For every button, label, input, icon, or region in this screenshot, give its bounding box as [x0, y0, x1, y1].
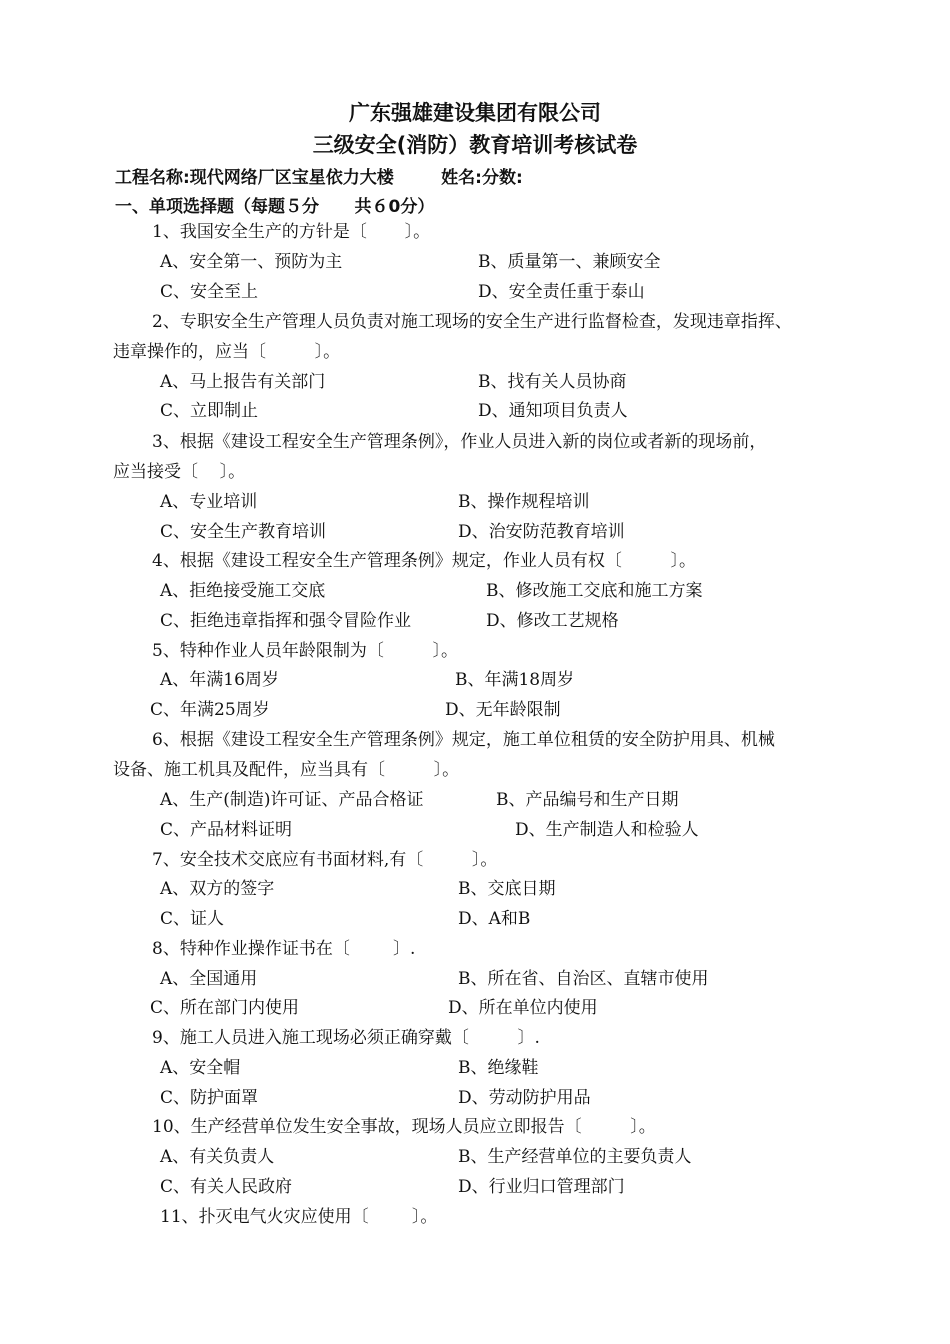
answer-option: A、全国通用	[160, 969, 258, 989]
question-text: 1、我国安全生产的方针是〔 〕。	[152, 222, 431, 242]
question-text: 应当接受〔 〕。	[113, 462, 246, 482]
company-name: 广东强雄建设集团有限公司	[349, 101, 601, 125]
answer-option: D、行业归口管理部门	[458, 1177, 625, 1197]
answer-option: C、产品材料证明	[160, 820, 293, 840]
question-text: 11、扑灭电气火灾应使用〔 〕。	[160, 1207, 438, 1227]
answer-option: B、找有关人员协商	[478, 372, 627, 392]
question-text: 8、特种作业操作证书在〔 〕.	[152, 939, 416, 959]
answer-option: B、修改施工交底和施工方案	[486, 581, 703, 601]
answer-option: D、治安防范教育培训	[458, 522, 625, 542]
answer-option: A、安全第一、预防为主	[160, 252, 343, 272]
answer-option: A、拒绝接受施工交底	[160, 581, 326, 601]
answer-option: B、年满18周岁	[455, 670, 575, 690]
answer-option: D、安全责任重于泰山	[478, 282, 645, 302]
answer-option: D、劳动防护用品	[458, 1088, 591, 1108]
question-text: 4、根据《建设工程安全生产管理条例》规定，作业人员有权〔 〕。	[152, 551, 696, 571]
answer-option: A、专业培训	[160, 492, 258, 512]
answer-option: C、安全生产教育培训	[160, 522, 327, 542]
answer-option: B、生产经营单位的主要负责人	[458, 1147, 692, 1167]
question-text: 3、根据《建设工程安全生产管理条例》，作业人员进入新的岗位或者新的现场前，	[152, 432, 767, 452]
answer-option: A、年满16周岁	[160, 670, 279, 690]
section-title: 一、单项选择题（每题５分 共６0分）	[115, 197, 435, 217]
question-text: 2、专职安全生产管理人员负责对施工现场的安全生产进行监督检查，发现违章指挥、	[152, 312, 792, 332]
answer-option: A、双方的签字	[160, 879, 275, 899]
answer-option: B、产品编号和生产日期	[496, 790, 679, 810]
answer-option: C、所在部门内使用	[150, 998, 300, 1018]
answer-option: D、所在单位内使用	[448, 998, 598, 1018]
answer-option: D、通知项目负责人	[478, 401, 628, 421]
question-text: 违章操作的，应当〔 〕。	[113, 342, 341, 362]
answer-option: C、年满25周岁	[150, 700, 270, 720]
answer-option: B、操作规程培训	[458, 492, 590, 512]
question-text: 6、根据《建设工程安全生产管理条例》规定，施工单位租赁的安全防护用具、机械	[152, 730, 775, 750]
answer-option: D、A和B	[458, 909, 531, 929]
question-text: 9、施工人员进入施工现场必须正确穿戴〔 〕.	[152, 1028, 540, 1048]
answer-option: A、生产(制造)许可证、产品合格证	[160, 790, 424, 810]
answer-option: C、安全至上	[160, 282, 259, 302]
answer-option: B、交底日期	[458, 879, 556, 899]
answer-option: C、拒绝违章指挥和强令冒险作业	[160, 611, 412, 631]
answer-option: D、修改工艺规格	[486, 611, 619, 631]
answer-option: C、立即制止	[160, 401, 259, 421]
exam-title: 三级安全(消防）教育培训考核试卷	[312, 133, 638, 157]
answer-option: C、有关人民政府	[160, 1177, 293, 1197]
answer-option: A、有关负责人	[160, 1147, 275, 1167]
project-info-line: 工程名称:现代网络厂区宝星依力大楼 姓名:分数:	[115, 168, 523, 188]
answer-option: C、防护面罩	[160, 1088, 259, 1108]
answer-option: B、所在省、自治区、直辖市使用	[458, 969, 709, 989]
answer-option: D、生产制造人和检验人	[515, 820, 699, 840]
question-text: 10、生产经营单位发生安全事故，现场人员应立即报告〔 〕。	[152, 1117, 656, 1137]
question-text: 设备、施工机具及配件，应当具有〔 〕。	[113, 760, 460, 780]
answer-option: A、马上报告有关部门	[160, 372, 326, 392]
answer-option: A、安全帽	[160, 1058, 241, 1078]
question-text: 5、特种作业人员年龄限制为〔 〕。	[152, 641, 458, 661]
answer-option: C、证人	[160, 909, 225, 929]
answer-option: B、质量第一、兼顾安全	[478, 252, 661, 272]
answer-option: B、绝缘鞋	[458, 1058, 539, 1078]
answer-option: D、无年龄限制	[445, 700, 561, 720]
question-text: 7、安全技术交底应有书面材料,有〔 〕。	[152, 850, 498, 870]
